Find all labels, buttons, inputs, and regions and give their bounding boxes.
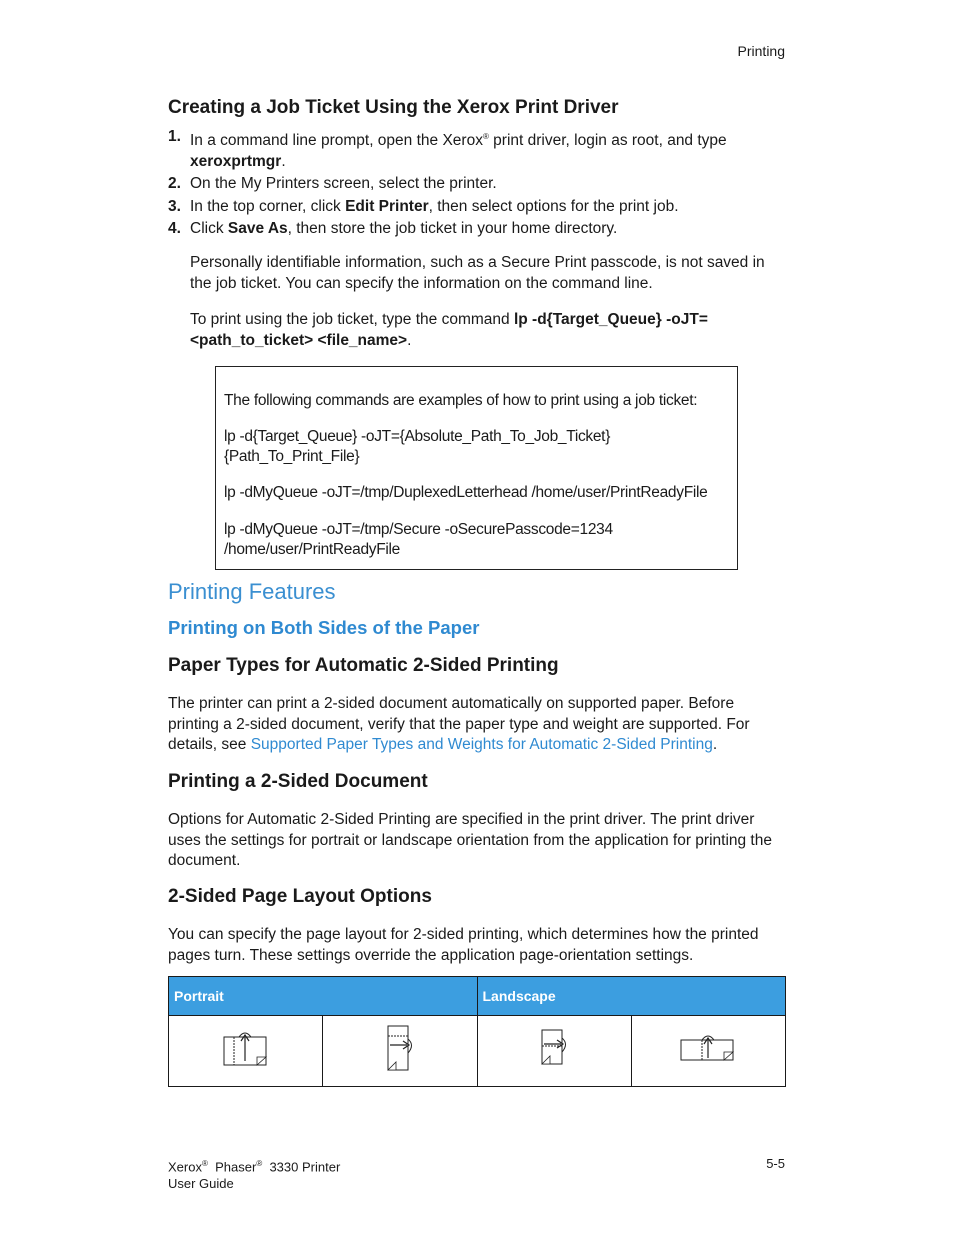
step-number: 1. bbox=[168, 128, 181, 145]
footer-product-name: Phaser bbox=[215, 1159, 257, 1175]
footer-model: 3330 Printer bbox=[269, 1159, 341, 1175]
step-text: Click bbox=[190, 220, 228, 238]
example-2: lp -dMyQueue -oJT=/tmp/DuplexedLetterhead /home/user/PrintReadyFile bbox=[224, 484, 708, 501]
portrait-flip-on-long-edge-icon bbox=[385, 1025, 415, 1073]
command-paragraph bbox=[190, 310, 788, 351]
step-command: xeroxprtmgr bbox=[190, 152, 282, 170]
page-number: 5-5 bbox=[766, 1156, 785, 1171]
paper-types-end: . bbox=[712, 736, 718, 753]
job-ticket-heading: Creating a Job Ticket Using the Xerox Print Driver bbox=[168, 97, 619, 118]
step-text: In the top corner, click bbox=[190, 197, 346, 215]
step-number: 4. bbox=[168, 220, 181, 238]
two-sided-doc-heading: Printing a 2-Sided Document bbox=[168, 771, 428, 792]
command-intro: To print using the job ticket, type the command bbox=[190, 311, 514, 328]
step-2 bbox=[168, 174, 788, 195]
footer-brand: Xerox bbox=[168, 1159, 202, 1175]
footer-guide: User Guide bbox=[168, 1176, 234, 1192]
job-ticket-steps bbox=[168, 127, 788, 242]
step-text: , then select options for the print job. bbox=[428, 197, 679, 215]
example-1: lp -d{Target_Queue} -oJT={Absolute_Path_To_Job_Ticket} {Path_To_Print_File} bbox=[224, 428, 611, 465]
table-row bbox=[169, 1016, 786, 1087]
portrait-short-edge-cell bbox=[169, 1016, 323, 1087]
registered-mark: ® bbox=[256, 1159, 263, 1168]
command-end: . bbox=[407, 331, 412, 349]
example-intro: The following commands are examples of how to print using a job ticket: bbox=[224, 392, 698, 409]
paper-types-text: The printer can print a 2-sided document automatically on supported paper. Before printing a 2-sided document, verify that the paper type and weight are supported. For details, see bbox=[168, 695, 750, 753]
portrait-column-header: Portrait bbox=[169, 977, 478, 1016]
step-text: , then store the job ticket in your home directory. bbox=[287, 220, 618, 238]
supported-paper-types-link[interactable]: Supported Paper Types and Weights for Automatic 2-Sided Printing bbox=[250, 736, 713, 753]
running-header: Printing bbox=[737, 43, 785, 59]
layout-options-heading: 2-Sided Page Layout Options bbox=[168, 886, 432, 907]
job-ticket-note: Personally identifiable information, such as a Secure Print passcode, is not saved in the job ticket. You can specify the information on the command line. bbox=[190, 254, 765, 292]
step-text: . bbox=[281, 152, 286, 170]
example-3: lp -dMyQueue -oJT=/tmp/Secure -oSecurePasscode=1234 /home/user/PrintReadyFile bbox=[224, 521, 613, 558]
example-box bbox=[215, 366, 738, 570]
command-syntax: lp -d{Target_Queue} -oJT=<path_to_ticket> <file_name> bbox=[190, 311, 708, 349]
step-1 bbox=[168, 127, 788, 172]
step-text: In a command line prompt, open the Xerox bbox=[190, 132, 483, 150]
layout-options-table bbox=[168, 976, 786, 1087]
step-text: print driver, login as root, and type bbox=[488, 132, 727, 150]
step-text: On the My Printers screen, select the printer. bbox=[190, 175, 497, 193]
layout-options-body: You can specify the page layout for 2-sided printing, which determines how the printed pages turn. These settings override the application page-orientation settings. bbox=[168, 926, 759, 964]
table-header-row bbox=[169, 977, 786, 1016]
two-sided-doc-body: Options for Automatic 2-Sided Printing are specified in the print driver. The print driver uses the settings for portrait or landscape orientation from the application for printing the document. bbox=[168, 811, 772, 869]
landscape-flip-on-short-edge-icon bbox=[680, 1034, 736, 1064]
section-title: Printing Features bbox=[168, 579, 336, 604]
registered-mark: ® bbox=[201, 1159, 208, 1168]
portrait-long-edge-cell bbox=[323, 1016, 477, 1087]
step-number: 3. bbox=[168, 197, 181, 215]
step-number: 2. bbox=[168, 175, 181, 193]
paper-types-heading: Paper Types for Automatic 2-Sided Printing bbox=[168, 655, 559, 676]
step-ui-label: Save As bbox=[227, 220, 288, 238]
step-4 bbox=[168, 219, 788, 240]
step-3 bbox=[168, 197, 788, 218]
portrait-flip-on-short-edge-icon bbox=[223, 1031, 269, 1067]
landscape-short-edge-cell bbox=[631, 1016, 785, 1087]
landscape-flip-on-long-edge-icon bbox=[539, 1029, 569, 1069]
footer-product bbox=[168, 1155, 340, 1192]
subsection-title: Printing on Both Sides of the Paper bbox=[168, 617, 480, 638]
landscape-long-edge-cell bbox=[477, 1016, 631, 1087]
registered-mark: ® bbox=[482, 132, 489, 141]
paper-types-body bbox=[168, 694, 788, 756]
landscape-column-header: Landscape bbox=[477, 977, 786, 1016]
step-ui-label: Edit Printer bbox=[345, 197, 429, 215]
footer-product-line bbox=[168, 1155, 340, 1175]
